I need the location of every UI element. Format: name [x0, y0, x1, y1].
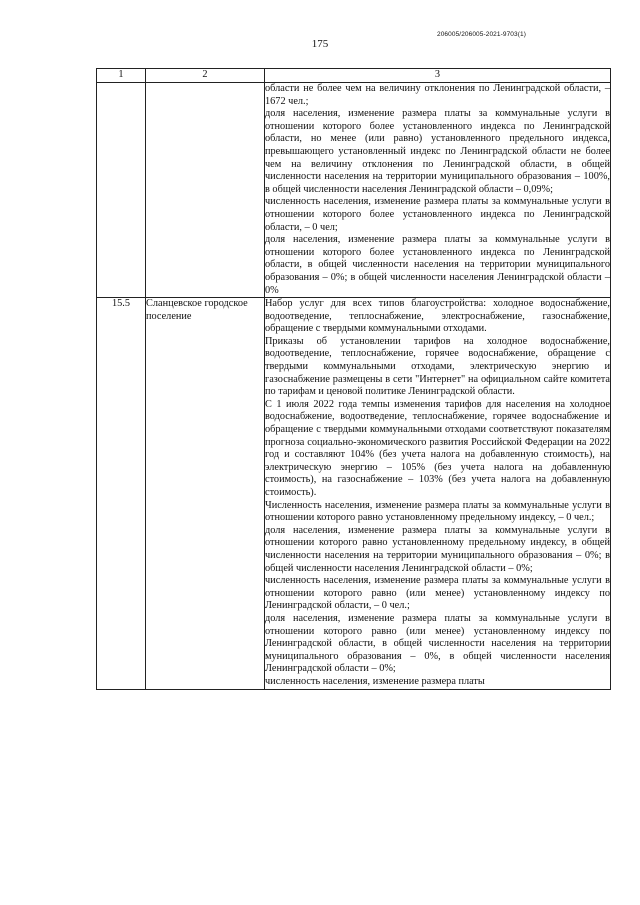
paragraph: Численность населения, изменение размера платы за коммунальные услуги в отношении которого равно установленному предельному индексу, – 0 чел.; — [265, 499, 610, 524]
paragraph: области не более чем на величину отклонения по Ленинградской области, – 1672 чел.; — [265, 83, 610, 107]
paragraph: численность населения, изменение размера платы за коммунальные услуги в отношении которого более установленного индекса по Ленинградской области, – 0 чел; — [265, 196, 610, 233]
paragraph: доля населения, изменение размера платы за коммунальные услуги в отношении которого более установленного индекса по Ленинградской области, в общей численности населения на территории муниципального образования – 0%; в общей численности населения Ленинградской области – 0% — [265, 234, 610, 296]
organization-cell — [146, 83, 265, 298]
paragraph: доля населения, изменение размера платы за коммунальные услуги в отношении которого равно установленному предельному индексу, в общей численности населения на территории муниципального образования – 0%; в общей численности населения Ленинградской области – 0%; — [265, 524, 610, 574]
paragraph: Приказы об установлении тарифов на холодное водоснабжение, водоотведение, теплоснабжение, горячее водоснабжение, обращение с твердыми коммунальными отходами, электрическую энергию и газоснабжение размещены в сети "Интернет" на официальном сайте комитета по тарифам и ценовой политике Ленинградской области. — [265, 335, 610, 398]
document-code: 206005/206005-2021-9703(1) — [437, 31, 526, 38]
table-row-continued — [97, 83, 611, 298]
description-cell — [265, 83, 611, 298]
paragraph: численность населения, изменение размера платы за коммунальные услуги в отношении которого равно (или менее) установленному индексу по Ленинградской области, – 0 чел.; — [265, 575, 610, 612]
row-number-cell: 15.5 — [97, 298, 146, 689]
paragraph: доля населения, изменение размера платы за коммунальные услуги в отношении которого равно (или менее) установленному индексу по Ленинградской области, в общей численности населения на территории муниципального образования – 0%, в общей численности населения Ленинградской области – 0%; — [265, 612, 610, 675]
page-number: 175 — [311, 38, 329, 50]
organization-cell: Сланцевское городское поселение — [146, 298, 265, 689]
column-header-1: 1 — [97, 69, 146, 83]
description-cell — [265, 298, 611, 689]
paragraph: Набор услуг для всех типов благоустройства: холодное водоснабжение, водоотведение, теплоснабжение, электроснабжение, газоснабжение, обращение с твердыми коммунальными отходами. — [265, 298, 610, 335]
indicators-table — [96, 68, 611, 690]
column-header-3: 3 — [265, 69, 611, 83]
paragraph: численность населения, изменение размера платы — [265, 675, 485, 687]
paragraph: доля населения, изменение размера платы за коммунальные услуги в отношении которого более установленного индекса по Ленинградской области, но менее (или равно) установленного предельного индекса, превышающего установленный индекс по Ленинградской области не более чем на величину отклонения по Ленинградской области, в общей численности населения на территории муниципального образования – 100%, в общей численности населения Ленинградской области – 0,09%; — [265, 108, 610, 195]
paragraph: С 1 июля 2022 года темпы изменения тарифов для населения на холодное водоснабжение, водоотведение, теплоснабжение, горячее водоснабжение и обращение с твердыми коммунальными отходами соответствуют показателям прогноза социально-экономического развития Российской Федерации на 2022 год и составляют 104% (без учета налога на добавленную стоимость), на электрическую энергию – 105% (без учета налога на добавленную стоимость), на газоснабжение – 103% (без учета налога на добавленную стоимость). — [265, 398, 610, 498]
row-number-cell — [97, 83, 146, 298]
table-header-row — [97, 69, 611, 83]
table-row-15-5 — [97, 298, 611, 689]
column-header-2: 2 — [146, 69, 265, 83]
